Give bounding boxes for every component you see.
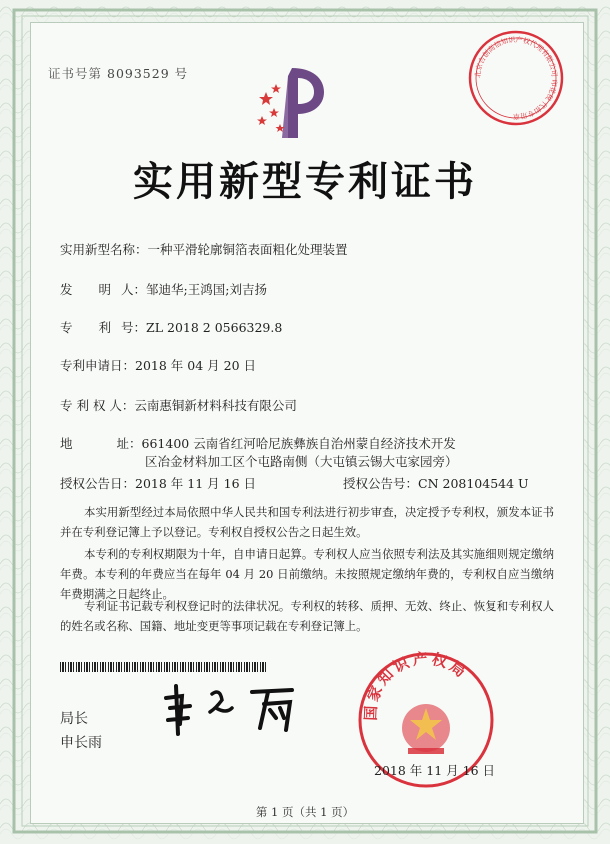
official-seal-text: 国家知识产权局 — [361, 650, 472, 722]
field-grant-number-label: 授权公告号： — [343, 476, 419, 491]
field-inventor — [60, 280, 267, 298]
field-filing-label: 专利申请日： — [60, 358, 136, 373]
field-name — [60, 240, 348, 258]
field-grant-number-value: CN 208104544 U — [418, 476, 529, 491]
tax-stamp-text: 北京合创高信知识产权代理有限公司 印花税 代扣专用章 — [473, 35, 559, 121]
field-grant-date-value: 2018 年 11 月 16 日 — [135, 476, 257, 491]
body-paragraph-1: 本实用新型经过本局依照中华人民共和国专利法进行初步审查，决定授予专利权，颁发本证书并在专利登记簿上予以登记。专利权自授权公告之日起生效。 — [60, 505, 554, 539]
director-title: 局长 — [60, 711, 88, 727]
body-paragraph-2: 本专利的专利权期限为十年，自申请日起算。专利权人应当依照专利法及其实施细则规定缴纳年费。本专利的年费应当在每年 04 月 20 日前缴纳。未按照规定缴纳年费的，专利权自应当缴纳年费期满之日起终止。 — [60, 547, 554, 601]
field-grant-number — [343, 474, 529, 492]
field-patent-number — [60, 318, 282, 336]
field-inventor-label-2: 明 — [98, 282, 112, 297]
field-filing-date — [60, 356, 256, 374]
field-inventor-label-3: 人： — [121, 282, 147, 297]
field-address-line2: 区冶金材料加工区个屯路南侧（大屯镇云锡大屯家园旁） — [145, 454, 458, 469]
field-owner-value: 云南惠铜新材料科技有限公司 — [134, 398, 297, 413]
field-filing-value: 2018 年 04 月 20 日 — [135, 358, 257, 373]
field-address — [60, 434, 456, 452]
page-title: 实用新型专利证书 — [133, 158, 477, 205]
director-name: 申长雨 — [60, 735, 102, 751]
field-inventor-value: 邹迪华;王鸿国;刘吉扬 — [146, 282, 267, 297]
cnipa-logo-icon — [252, 62, 344, 142]
field-address-label-2: 址： — [116, 436, 142, 451]
body-paragraph-3: 专利证书记载专利权登记时的法律状况。专利权的转移、质押、无效、终止、恢复和专利权人的姓名或名称、国籍、地址变更等事项记载在专利登记簿上。 — [60, 599, 554, 633]
certificate-number-value: 8093529 — [107, 66, 170, 81]
field-address-line1: 661400 云南省红河哈尼族彝族自治州蒙自经济技术开发 — [141, 436, 456, 451]
field-name-label: 实用新型名称： — [60, 242, 148, 257]
tax-stamp — [466, 28, 566, 128]
field-address-label-1: 地 — [60, 436, 73, 451]
director-signature — [160, 678, 320, 738]
seal-date: 2018 年 11 月 16 日 — [374, 763, 495, 778]
certificate-number — [48, 64, 188, 82]
svg-text:北京合创高信知识产权代理有限公司 印花税 代扣专用章 — [473, 35, 559, 121]
field-inventor-label-1: 发 — [60, 282, 73, 297]
field-patent-label-3: 号： — [121, 320, 147, 335]
field-grant-date — [60, 474, 256, 492]
field-owner — [60, 396, 297, 414]
field-patent-label-2: 利 — [98, 320, 112, 335]
field-owner-label: 专 利 权 人： — [60, 398, 135, 413]
certificate-number-label: 证书号第 — [48, 66, 103, 81]
field-patent-value: ZL 2018 2 0566329.8 — [146, 320, 283, 335]
field-name-value: 一种平滑轮廓铜箔表面粗化处理装置 — [147, 242, 348, 257]
certificate-number-suffix: 号 — [174, 66, 189, 81]
field-patent-label-1: 专 — [60, 320, 73, 335]
page-number: 第 1 页（共 1 页） — [255, 805, 355, 819]
field-grant-date-label: 授权公告日： — [60, 476, 136, 491]
barcode — [60, 662, 266, 672]
